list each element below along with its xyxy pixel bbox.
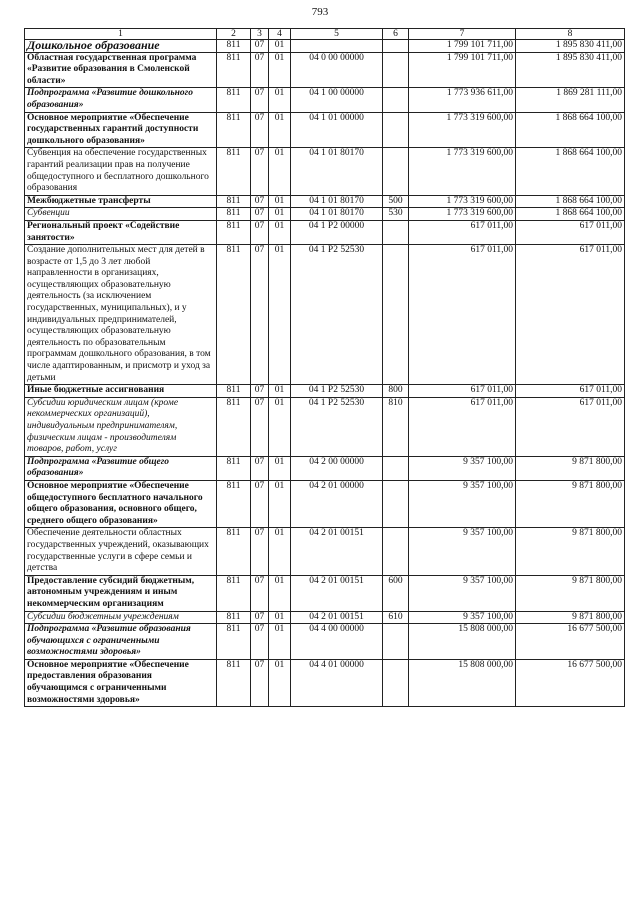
row-expense-type xyxy=(383,245,409,385)
row-amount-year2: 9 871 800,00 xyxy=(516,575,625,611)
table-row xyxy=(25,456,625,480)
row-ministry-code: 811 xyxy=(217,659,251,706)
row-ministry-code: 811 xyxy=(217,611,251,624)
row-target-article: 04 2 01 00151 xyxy=(291,528,383,575)
row-section-code: 07 xyxy=(251,624,269,660)
row-amount-year2: 16 677 500,00 xyxy=(516,659,625,706)
row-expense-type xyxy=(383,88,409,112)
row-subsection-code: 01 xyxy=(269,575,291,611)
row-amount-year1: 9 357 100,00 xyxy=(409,480,516,527)
row-subsection-code: 01 xyxy=(269,40,291,53)
row-target-article: 04 1 P2 52530 xyxy=(291,397,383,456)
row-expense-type xyxy=(383,624,409,660)
row-amount-year2: 1 868 664 100,00 xyxy=(516,195,625,208)
row-amount-year2: 9 871 800,00 xyxy=(516,480,625,527)
row-amount-year1: 1 773 319 600,00 xyxy=(409,148,516,195)
row-amount-year1: 9 357 100,00 xyxy=(409,528,516,575)
row-ministry-code: 811 xyxy=(217,624,251,660)
row-expense-type: 810 xyxy=(383,397,409,456)
row-amount-year1: 15 808 000,00 xyxy=(409,624,516,660)
row-amount-year1: 1 773 319 600,00 xyxy=(409,195,516,208)
row-subsection-code: 01 xyxy=(269,208,291,221)
row-amount-year1: 617 011,00 xyxy=(409,385,516,398)
row-target-article: 04 2 01 00151 xyxy=(291,575,383,611)
row-name: Дошкольное образование xyxy=(25,40,217,53)
row-ministry-code: 811 xyxy=(217,385,251,398)
table-row xyxy=(25,220,625,244)
table-row xyxy=(25,52,625,88)
column-header: 6 xyxy=(383,29,409,40)
row-amount-year2: 617 011,00 xyxy=(516,245,625,385)
row-section-code: 07 xyxy=(251,245,269,385)
row-subsection-code: 01 xyxy=(269,112,291,148)
table-row xyxy=(25,659,625,706)
row-ministry-code: 811 xyxy=(217,220,251,244)
row-expense-type xyxy=(383,112,409,148)
column-header: 3 xyxy=(251,29,269,40)
row-subsection-code: 01 xyxy=(269,528,291,575)
row-amount-year2: 9 871 800,00 xyxy=(516,456,625,480)
row-section-code: 07 xyxy=(251,88,269,112)
row-target-article: 04 1 01 80170 xyxy=(291,208,383,221)
row-amount-year2: 617 011,00 xyxy=(516,385,625,398)
row-subsection-code: 01 xyxy=(269,456,291,480)
row-target-article: 04 0 00 00000 xyxy=(291,52,383,88)
row-amount-year1: 9 357 100,00 xyxy=(409,575,516,611)
row-subsection-code: 01 xyxy=(269,148,291,195)
row-expense-type xyxy=(383,40,409,53)
row-name: Областная государственная программа «Развитие образования в Смоленской области» xyxy=(25,52,217,88)
row-expense-type xyxy=(383,220,409,244)
row-expense-type xyxy=(383,659,409,706)
row-name: Субвенция на обеспечение государственных гарантий реализации прав на получение общедоступного и бесплатного дошкольного образования xyxy=(25,148,217,195)
row-ministry-code: 811 xyxy=(217,148,251,195)
row-target-article: 04 1 01 80170 xyxy=(291,195,383,208)
table-row xyxy=(25,208,625,221)
row-name: Предоставление субсидий бюджетным, автономным учреждениям и иным некоммерческим организациям xyxy=(25,575,217,611)
row-subsection-code: 01 xyxy=(269,480,291,527)
row-expense-type: 800 xyxy=(383,385,409,398)
row-name: Основное мероприятие «Обеспечение общедоступного бесплатного начального общего образования, основного общего, среднего общего образования» xyxy=(25,480,217,527)
row-amount-year2: 1 895 830 411,00 xyxy=(516,40,625,53)
row-ministry-code: 811 xyxy=(217,397,251,456)
row-name: Создание дополнительных мест для детей в возрасте от 1,5 до 3 лет любой направленности в организациях, осуществляющих образовательную деятельность (за исключением государственных, муниципальных), и у индивидуальных предпринимателей, осуществляющих образовательную деятельность по образовательным программам дошкольного образования, в том числе адаптированным, и присмотр и уход за детьми xyxy=(25,245,217,385)
row-target-article: 04 1 01 80170 xyxy=(291,148,383,195)
row-subsection-code: 01 xyxy=(269,624,291,660)
table-row xyxy=(25,480,625,527)
row-amount-year2: 9 871 800,00 xyxy=(516,611,625,624)
row-name: Подпрограмма «Развитие образования обучающихся с ограниченными возможностями здоровья» xyxy=(25,624,217,660)
row-section-code: 07 xyxy=(251,208,269,221)
row-amount-year2: 16 677 500,00 xyxy=(516,624,625,660)
row-section-code: 07 xyxy=(251,148,269,195)
row-section-code: 07 xyxy=(251,456,269,480)
row-section-code: 07 xyxy=(251,528,269,575)
row-expense-type xyxy=(383,456,409,480)
row-amount-year1: 1 799 101 711,00 xyxy=(409,40,516,53)
row-ministry-code: 811 xyxy=(217,208,251,221)
row-expense-type xyxy=(383,148,409,195)
row-name: Межбюджетные трансферты xyxy=(25,195,217,208)
row-section-code: 07 xyxy=(251,659,269,706)
row-subsection-code: 01 xyxy=(269,659,291,706)
row-name: Субсидии юридическим лицам (кроме некоммерческих организаций), индивидуальным предпринимателям, физическим лицам - производителям товаров, работ, услуг xyxy=(25,397,217,456)
row-target-article: 04 2 01 00000 xyxy=(291,480,383,527)
column-header: 5 xyxy=(291,29,383,40)
row-ministry-code: 811 xyxy=(217,52,251,88)
row-amount-year1: 9 357 100,00 xyxy=(409,456,516,480)
row-subsection-code: 01 xyxy=(269,611,291,624)
row-amount-year2: 1 868 664 100,00 xyxy=(516,112,625,148)
row-amount-year2: 9 871 800,00 xyxy=(516,528,625,575)
row-ministry-code: 811 xyxy=(217,528,251,575)
row-amount-year1: 617 011,00 xyxy=(409,397,516,456)
table-row xyxy=(25,397,625,456)
row-target-article: 04 1 P2 52530 xyxy=(291,245,383,385)
row-section-code: 07 xyxy=(251,112,269,148)
table-row xyxy=(25,245,625,385)
row-amount-year2: 617 011,00 xyxy=(516,220,625,244)
row-amount-year2: 1 868 664 100,00 xyxy=(516,208,625,221)
row-ministry-code: 811 xyxy=(217,112,251,148)
table-row xyxy=(25,528,625,575)
row-ministry-code: 811 xyxy=(217,480,251,527)
row-target-article: 04 1 P2 00000 xyxy=(291,220,383,244)
row-section-code: 07 xyxy=(251,195,269,208)
row-section-code: 07 xyxy=(251,575,269,611)
row-target-article: 04 2 00 00000 xyxy=(291,456,383,480)
row-ministry-code: 811 xyxy=(217,245,251,385)
row-name: Подпрограмма «Развитие дошкольного образования» xyxy=(25,88,217,112)
row-section-code: 07 xyxy=(251,397,269,456)
row-section-code: 07 xyxy=(251,40,269,53)
row-amount-year1: 1 773 936 611,00 xyxy=(409,88,516,112)
column-header: 2 xyxy=(217,29,251,40)
row-section-code: 07 xyxy=(251,385,269,398)
table-row xyxy=(25,575,625,611)
row-subsection-code: 01 xyxy=(269,52,291,88)
row-subsection-code: 01 xyxy=(269,220,291,244)
row-amount-year1: 617 011,00 xyxy=(409,220,516,244)
row-section-code: 07 xyxy=(251,480,269,527)
row-amount-year1: 1 799 101 711,00 xyxy=(409,52,516,88)
row-ministry-code: 811 xyxy=(217,575,251,611)
row-expense-type xyxy=(383,528,409,575)
row-expense-type: 600 xyxy=(383,575,409,611)
column-header: 8 xyxy=(516,29,625,40)
row-name: Основное мероприятие «Обеспечение предоставления образования обучающимся с ограниченными возможностями здоровья» xyxy=(25,659,217,706)
row-subsection-code: 01 xyxy=(269,397,291,456)
table-row xyxy=(25,148,625,195)
row-name: Основное мероприятие «Обеспечение государственных гарантий доступности дошкольного образования» xyxy=(25,112,217,148)
row-target-article: 04 4 01 00000 xyxy=(291,659,383,706)
table-row xyxy=(25,195,625,208)
column-header: 4 xyxy=(269,29,291,40)
table-row xyxy=(25,112,625,148)
row-amount-year1: 1 773 319 600,00 xyxy=(409,208,516,221)
row-name: Субсидии бюджетным учреждениям xyxy=(25,611,217,624)
column-header: 7 xyxy=(409,29,516,40)
row-amount-year2: 1 868 664 100,00 xyxy=(516,148,625,195)
row-amount-year2: 617 011,00 xyxy=(516,397,625,456)
row-target-article: 04 1 00 00000 xyxy=(291,88,383,112)
row-target-article: 04 2 01 00151 xyxy=(291,611,383,624)
row-section-code: 07 xyxy=(251,220,269,244)
column-header: 1 xyxy=(25,29,217,40)
budget-table xyxy=(24,28,625,707)
page-number: 793 xyxy=(311,6,329,18)
row-subsection-code: 01 xyxy=(269,195,291,208)
row-amount-year1: 617 011,00 xyxy=(409,245,516,385)
row-amount-year2: 1 895 830 411,00 xyxy=(516,52,625,88)
row-name: Обеспечение деятельности областных государственных учреждений, оказывающих государственные услуги в сфере семьи и детства xyxy=(25,528,217,575)
header-row xyxy=(25,29,625,40)
row-target-article: 04 1 P2 52530 xyxy=(291,385,383,398)
table-row xyxy=(25,88,625,112)
row-ministry-code: 811 xyxy=(217,88,251,112)
row-expense-type: 500 xyxy=(383,195,409,208)
table-row xyxy=(25,624,625,660)
row-name: Региональный проект «Содействие занятости» xyxy=(25,220,217,244)
row-expense-type: 530 xyxy=(383,208,409,221)
row-name: Иные бюджетные ассигнования xyxy=(25,385,217,398)
row-amount-year1: 1 773 319 600,00 xyxy=(409,112,516,148)
row-subsection-code: 01 xyxy=(269,385,291,398)
row-target-article: 04 1 01 00000 xyxy=(291,112,383,148)
table-row xyxy=(25,40,625,53)
row-section-code: 07 xyxy=(251,611,269,624)
row-subsection-code: 01 xyxy=(269,88,291,112)
table-row xyxy=(25,385,625,398)
row-name: Субвенции xyxy=(25,208,217,221)
row-section-code: 07 xyxy=(251,52,269,88)
row-expense-type xyxy=(383,52,409,88)
row-ministry-code: 811 xyxy=(217,195,251,208)
row-expense-type xyxy=(383,480,409,527)
row-ministry-code: 811 xyxy=(217,40,251,53)
row-expense-type: 610 xyxy=(383,611,409,624)
row-target-article xyxy=(291,40,383,53)
row-target-article: 04 4 00 00000 xyxy=(291,624,383,660)
row-amount-year2: 1 869 281 111,00 xyxy=(516,88,625,112)
row-name: Подпрограмма «Развитие общего образования» xyxy=(25,456,217,480)
row-amount-year1: 15 808 000,00 xyxy=(409,659,516,706)
row-amount-year1: 9 357 100,00 xyxy=(409,611,516,624)
table-row xyxy=(25,611,625,624)
row-ministry-code: 811 xyxy=(217,456,251,480)
row-subsection-code: 01 xyxy=(269,245,291,385)
